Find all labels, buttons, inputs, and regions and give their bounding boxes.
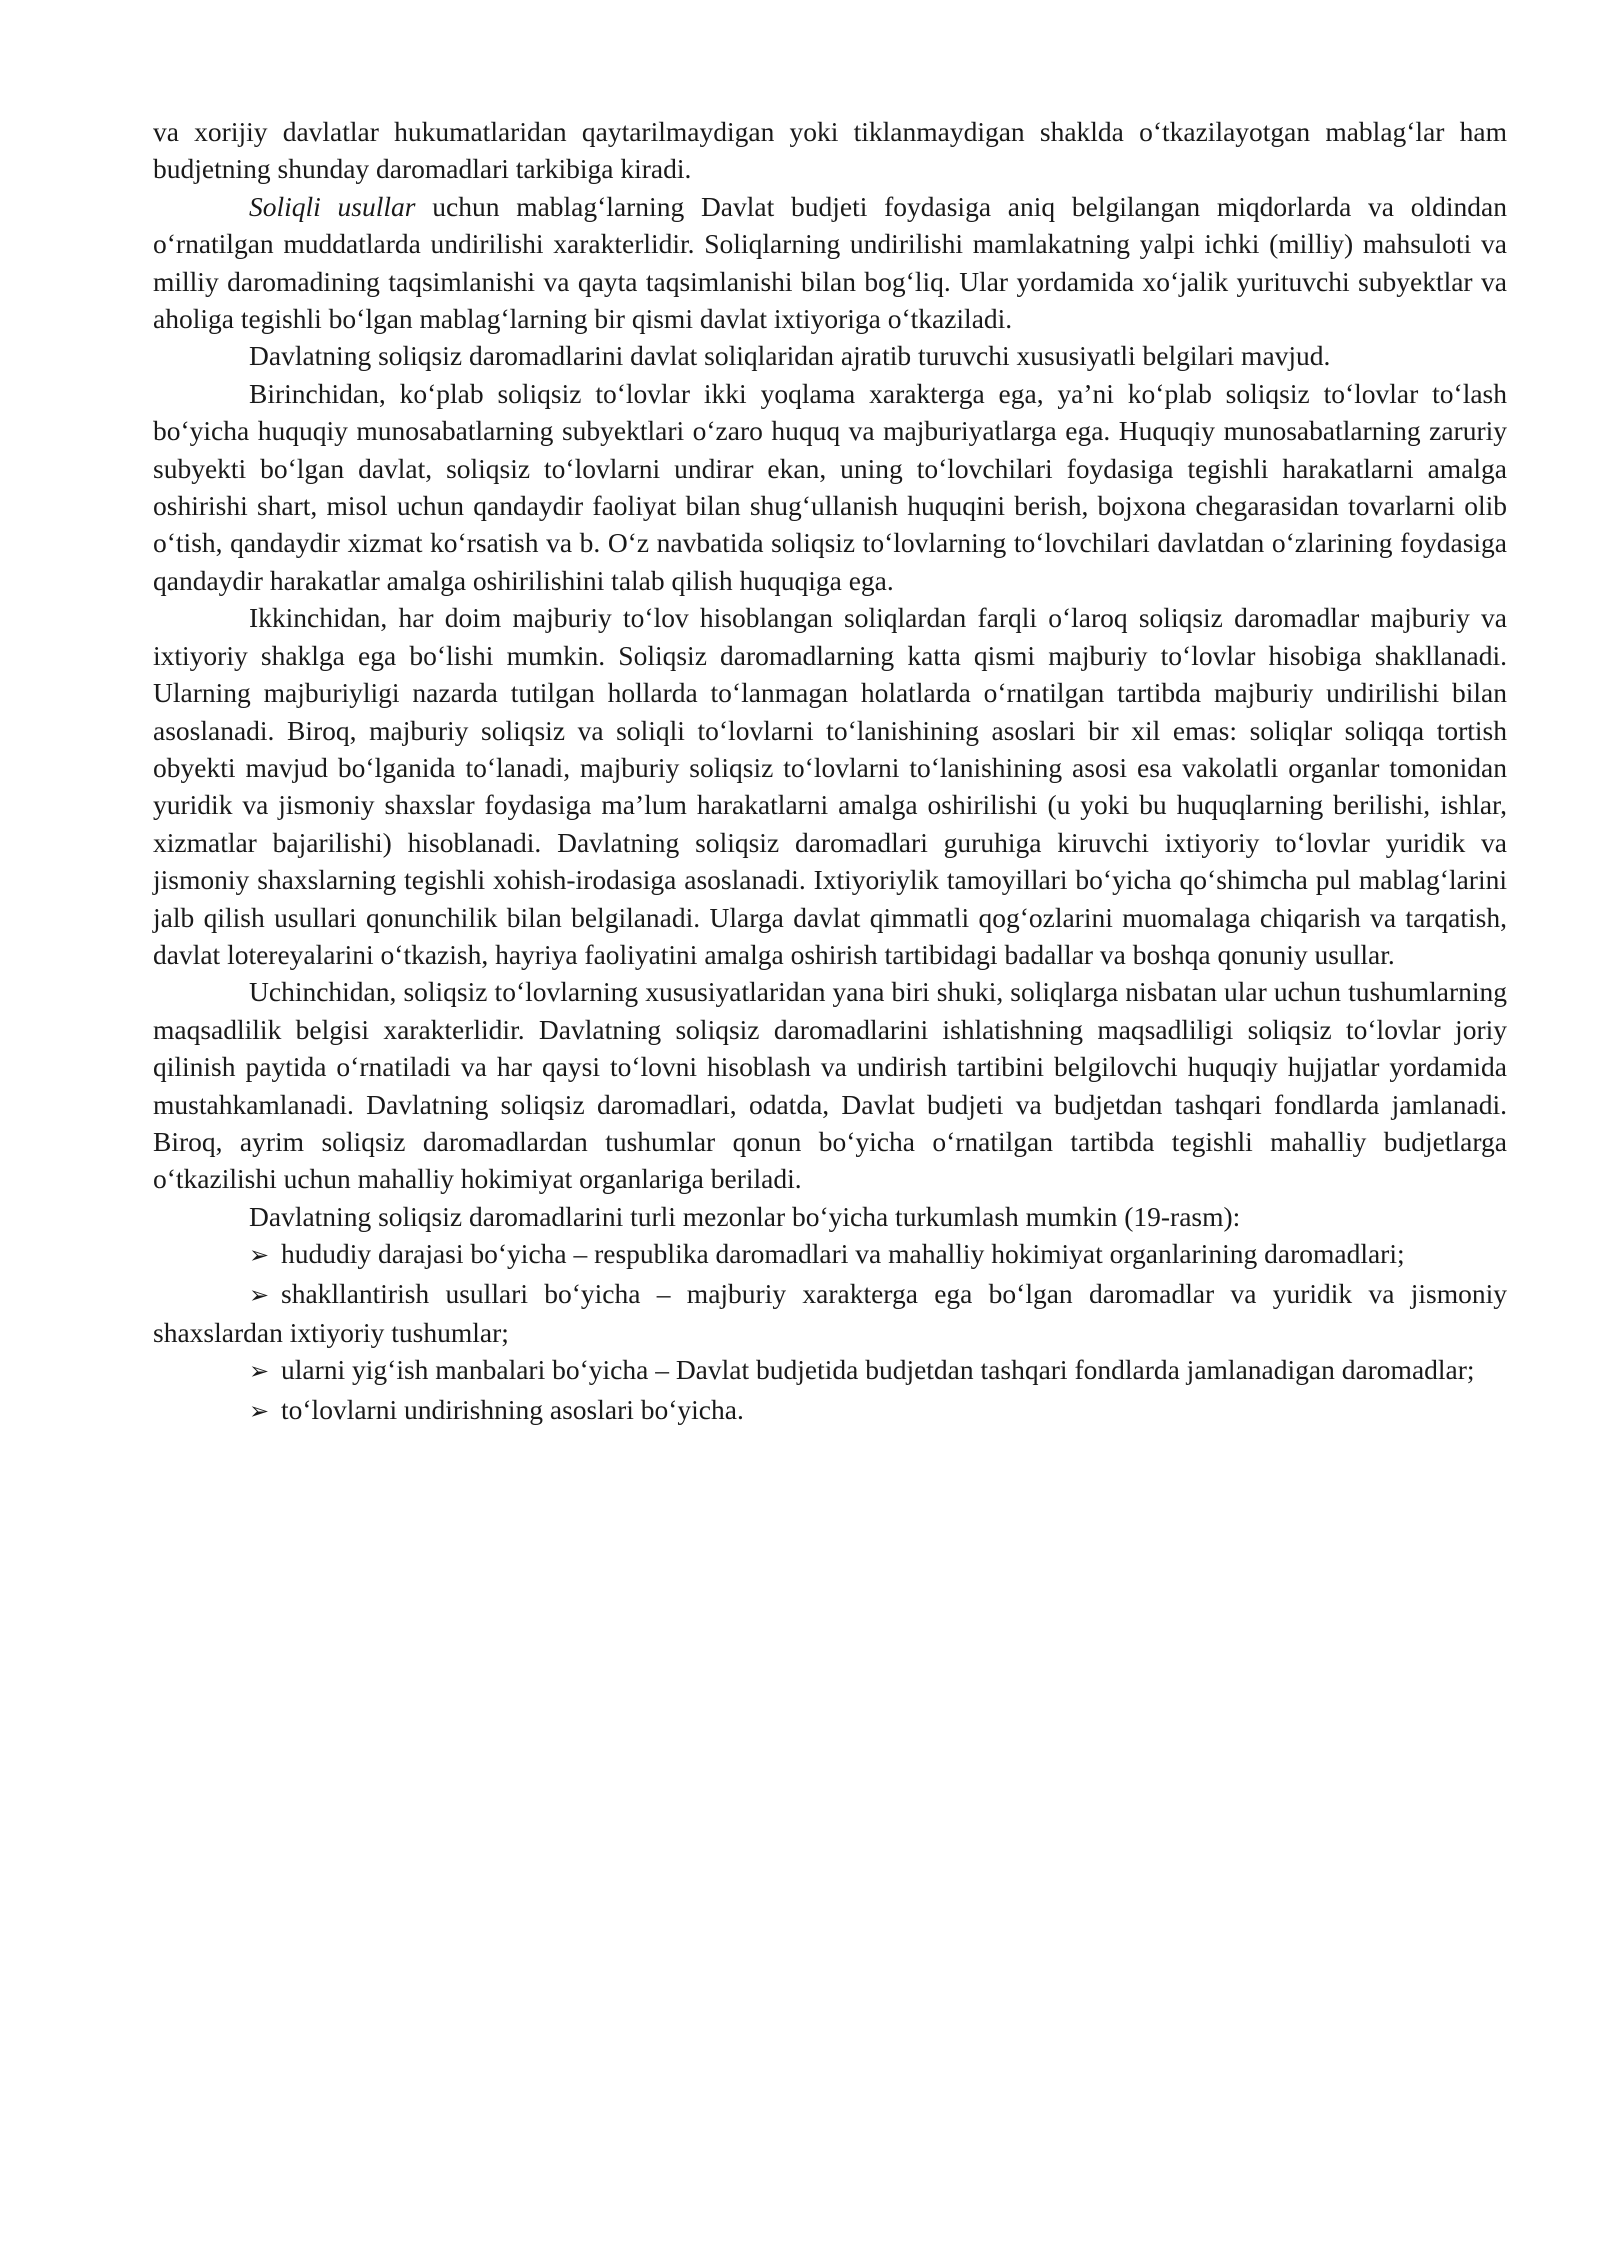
paragraph-third	[153, 973, 1507, 1197]
arrow-bullet-icon: ➢	[249, 1280, 270, 1309]
paragraph-classification-intro	[153, 1198, 1507, 1235]
paragraph-text: Ikkinchidan, har doim majburiy to‘lov hisoblangan soliqlardan farqli o‘laroq soliqsiz daromadlar majburiy va ixtiyoriy shaklga ega bo‘lishi mumkin. Soliqsiz daromadlarning katta qismi majburiy to‘lovlar hisobiga shakllanadi. Ularning majburiyligi nazarda tutilgan hollarda to‘lanmagan holatlarda o‘rnatilgan tartibda majburiy undirilishi bilan asoslanadi. Biroq, majburiy soliqsiz va soliqli to‘lovlarni to‘lanishining asoslari bir xil emas: soliqlar soliqqa tortish obyekti mavjud bo‘lganida to‘lanadi, majburiy soliqsiz to‘lovlarni to‘lanishining asosi esa vakolatli organlar tomonidan yuridik va jismoniy shaxslar foydasiga ma’lum harakatlarni amalga oshirilishi (u yoki bu huquqlarning berilishi, ishlar, xizmatlar bajarilishi) hisoblanadi. Davlatning soliqsiz daromadlari guruhiga kiruvchi ixtiyoriy to‘lovlar yuridik va jismoniy shaxslarning tegishli xohish-irodasiga asoslanadi. Ixtiyoriylik tamoyillari bo‘yicha qo‘shimcha pul mablag‘larini jalb qilish usullari qonunchilik bilan belgilanadi. Ularga davlat qimmatli qog‘ozlarini muomalaga chiqarish va tarqatish, davlat lotereyalarini o‘tkazish, hayriya faoliyatini amalga oshirish tartibidagi badallar va boshqa qonuniy usullar.	[153, 602, 1507, 970]
list-item	[153, 1391, 1507, 1430]
list-item	[153, 1351, 1507, 1390]
list-item-text: hududiy darajasi bo‘yicha – respublika daromadlari va mahalliy hokimiyat organlarining daromadlari;	[281, 1238, 1405, 1270]
paragraph-continuation	[153, 113, 1507, 188]
list-item-text: to‘lovlarni undirishning asoslari bo‘yicha.	[281, 1393, 744, 1425]
paragraph-text: Uchinchidan, soliqsiz to‘lovlarning xususiyatlaridan yana biri shuki, soliqlarga nisbatan ular uchun tushumlarning maqsadlilik belgisi xarakterlidir. Davlatning soliqsiz daromadlarini ishlatishning maqsadliligi soliqsiz to‘lovlar joriy qilinish paytida o‘rnatiladi va har qaysi to‘lovni hisoblash va undirish tartibini belgilovchi huquqiy hujjatlar yordamida mustahkamlanadi. Davlatning soliqsiz daromadlari, odatda, Davlat budjeti va budjetdan tashqari fondlarda jamlanadi. Biroq, ayrim soliqsiz daromadlardan tushumlar qonun bo‘yicha o‘rnatilgan tartibda tegishli mahalliy budjetlarga o‘tkazilishi uchun mahalliy hokimiyat organlariga beriladi.	[153, 976, 1507, 1195]
arrow-bullet-icon: ➢	[249, 1357, 270, 1386]
paragraph-text: Davlatning soliqsiz daromadlarini davlat soliqlaridan ajratib turuvchi xususiyatli belgilari mavjud.	[249, 340, 1331, 372]
paragraph-text: Birinchidan, ko‘plab soliqsiz to‘lovlar ikki yoqlama xarakterga ega, ya’ni ko‘plab soliqsiz to‘lovlar to‘lash bo‘yicha huquqiy munosabatlarning subyektlari o‘zaro huquq va majburiyatlarga ega. Huquqiy munosabatlarning zaruriy subyekti bo‘lgan davlat, soliqsiz to‘lovlarni undirar ekan, uning to‘lovchilari foydasiga tegishli harakatlarni amalga oshirishi shart, misol uchun qandaydir faoliyat bilan shug‘ullanish huquqini berish, bojxona chegarasidan tovarlarni olib o‘tish, qandaydir xizmat ko‘rsatish va b. O‘z navbatida soliqsiz to‘lovlarning to‘lovchilari davlatdan o‘zlarining foydasiga qandaydir harakatlar amalga oshirilishini talab qilish huquqiga ega.	[153, 377, 1507, 596]
arrow-bullet-icon: ➢	[249, 1396, 270, 1425]
paragraph-text: Davlatning soliqsiz daromadlarini turli mezonlar bo‘yicha turkumlash mumkin (19-rasm):	[249, 1200, 1241, 1232]
paragraph-tax-methods	[153, 188, 1507, 338]
paragraph-text: va xorijiy davlatlar hukumatlaridan qaytarilmaydigan yoki tiklanmaydigan shaklda o‘tkazilayotgan mablag‘lar ham budjetning shunday daromadlari tarkibiga kiradi.	[153, 116, 1507, 185]
paragraph-lead-italic: Soliqli usullar	[249, 190, 416, 222]
list-item-text: shakllantirish usullari bo‘yicha – majburiy xarakterga ega bo‘lgan daromadlar va yuridik va jismoniy shaxslardan ixtiyoriy tushumlar;	[153, 1277, 1507, 1348]
paragraph-second	[153, 599, 1507, 973]
paragraph-non-tax-features	[153, 337, 1507, 374]
list-item-text: ularni yig‘ish manbalari bo‘yicha – Davlat budjetida budjetdan tashqari fondlarda jamlanadigan daromadlar;	[281, 1354, 1475, 1386]
list-item	[153, 1275, 1507, 1352]
document-page	[153, 113, 1507, 1430]
paragraph-text: uchun mablag‘larning Davlat budjeti foydasiga aniq belgilangan miqdorlarda va oldindan o‘rnatilgan muddatlarda undirilishi xarakterlidir. Soliqlarning undirilishi mamlakatning yalpi ichki (milliy) mahsuloti va milliy daromadining taqsimlanishi va qayta taqsimlanishi bilan bog‘liq. Ular yordamida xo‘jalik yurituvchi subyektlar va aholiga tegishli bo‘lgan mablag‘larning bir qismi davlat ixtiyoriga o‘tkaziladi.	[153, 190, 1507, 335]
list-item	[153, 1235, 1507, 1274]
paragraph-first	[153, 375, 1507, 599]
arrow-bullet-icon: ➢	[249, 1241, 270, 1270]
